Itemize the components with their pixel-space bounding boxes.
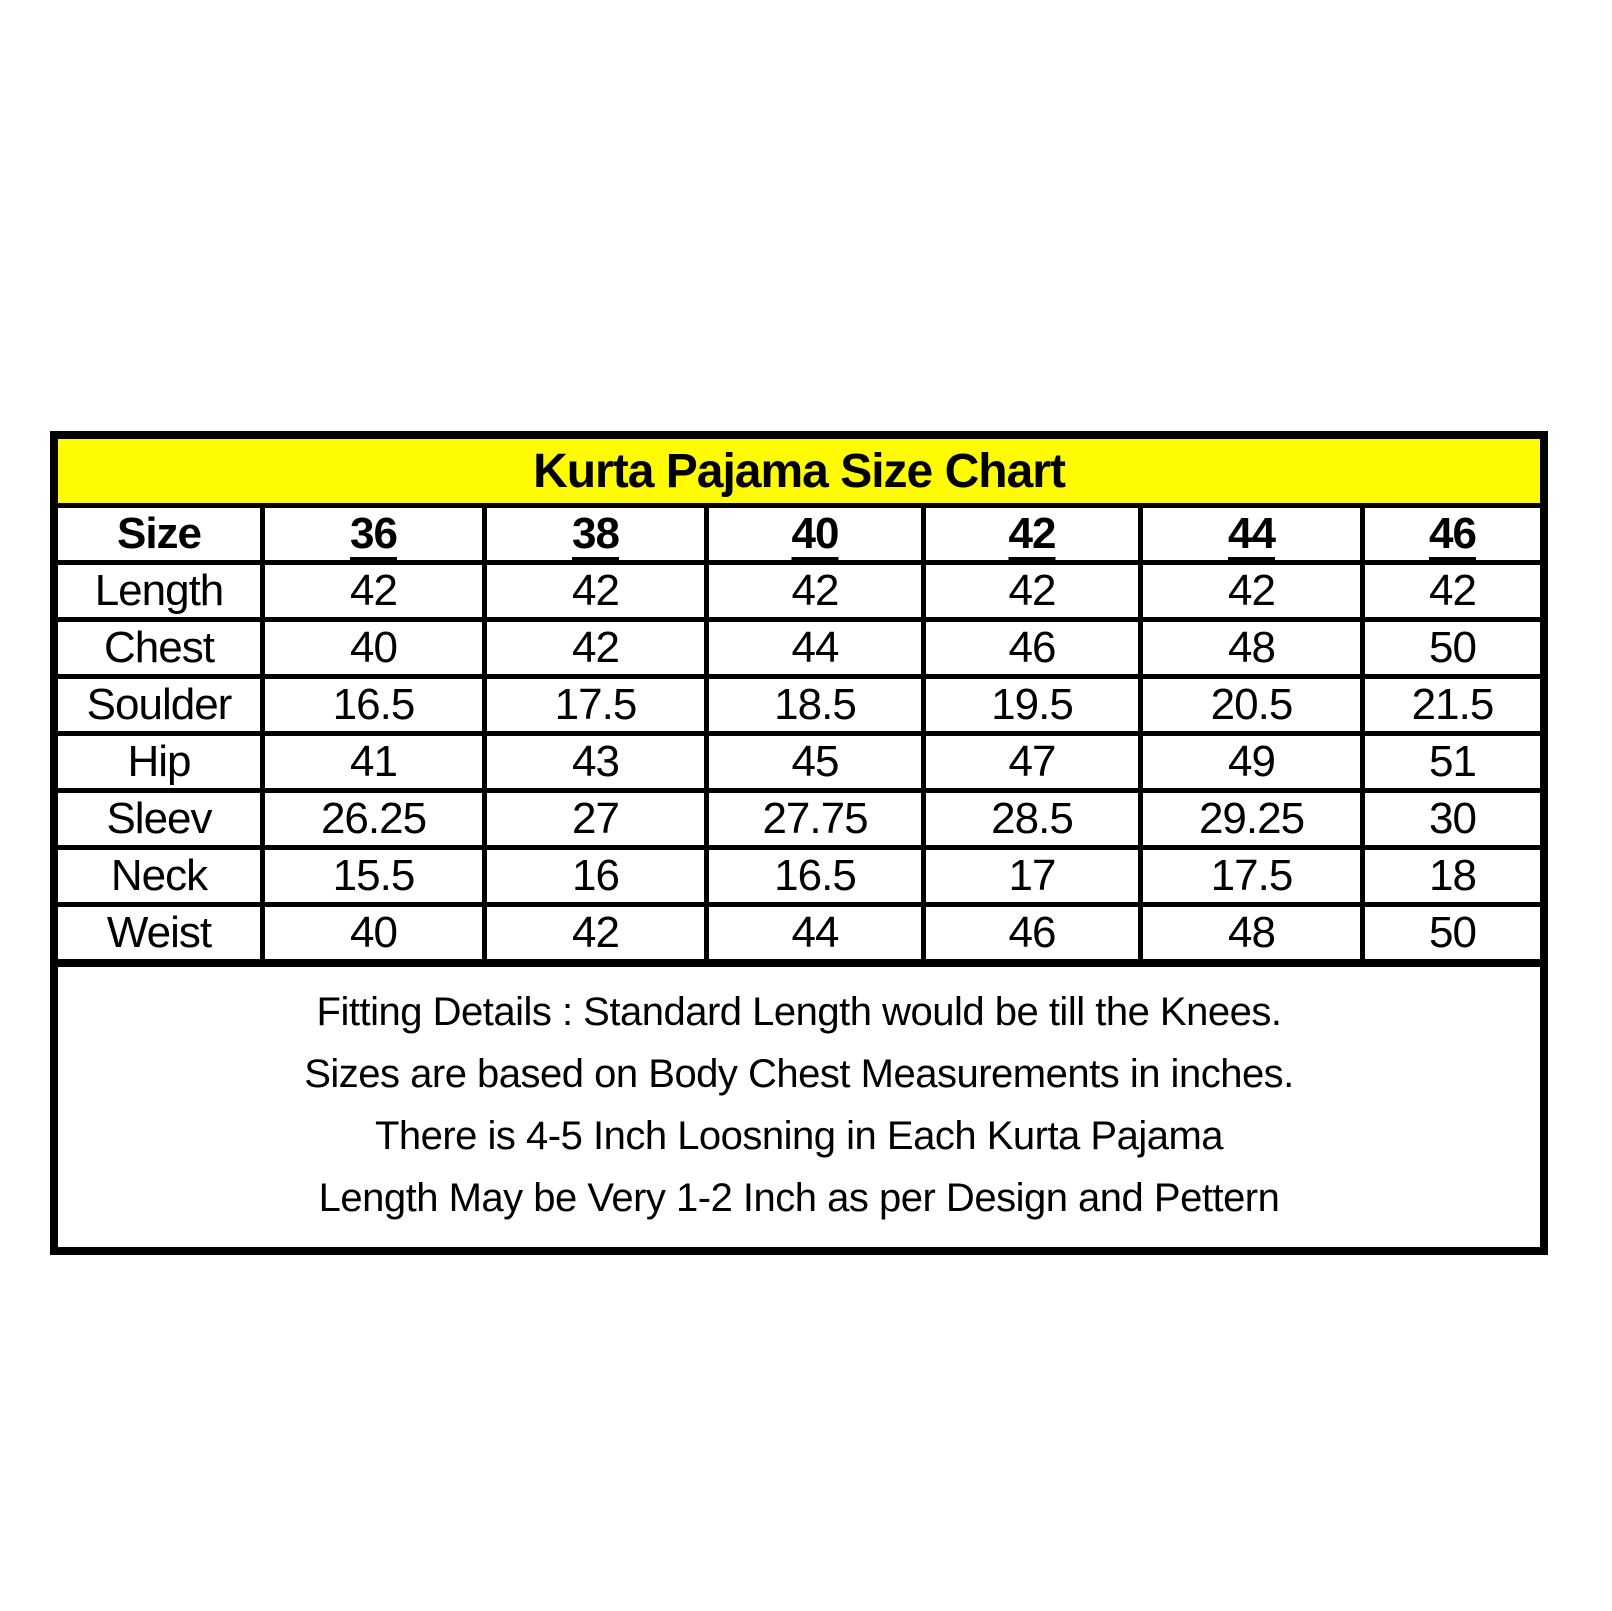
- fitting-notes: [58, 964, 1540, 1247]
- row-label-weist: Weist: [58, 907, 260, 959]
- value-cell: 46: [926, 622, 1138, 674]
- value-cell: 42: [487, 565, 704, 617]
- note-line: There is 4-5 Inch Loosning in Each Kurta Pajama: [374, 1114, 1224, 1158]
- value-cell: 42: [487, 622, 704, 674]
- note-line: Length May be Very 1-2 Inch as per Design and Pettern: [318, 1176, 1280, 1220]
- value-cell: 51: [1365, 736, 1540, 788]
- value-cell: 26.25: [265, 793, 482, 845]
- value-cell: 41: [265, 736, 482, 788]
- row-label-chest: Chest: [58, 622, 260, 674]
- value-cell: 16.5: [709, 850, 921, 902]
- size-grid: [58, 508, 1540, 959]
- column-header-42: 42: [926, 508, 1138, 560]
- value-cell: 44: [709, 622, 921, 674]
- value-cell: 44: [709, 907, 921, 959]
- value-cell: 20.5: [1143, 679, 1360, 731]
- value-cell: 47: [926, 736, 1138, 788]
- value-cell: 50: [1365, 907, 1540, 959]
- size-chart-table: [50, 431, 1548, 1255]
- value-cell: 49: [1143, 736, 1360, 788]
- value-cell: 43: [487, 736, 704, 788]
- value-cell: 16: [487, 850, 704, 902]
- value-cell: 28.5: [926, 793, 1138, 845]
- value-cell: 21.5: [1365, 679, 1540, 731]
- column-header-40: 40: [709, 508, 921, 560]
- value-cell: 48: [1143, 907, 1360, 959]
- row-label-soulder: Soulder: [58, 679, 260, 731]
- note-line: Sizes are based on Body Chest Measurements in inches.: [304, 1052, 1294, 1096]
- row-label-sleev: Sleev: [58, 793, 260, 845]
- value-cell: 17.5: [1143, 850, 1360, 902]
- note-line: Fitting Details : Standard Length would be till the Knees.: [316, 990, 1282, 1034]
- value-cell: 18: [1365, 850, 1540, 902]
- row-label-length: Length: [58, 565, 260, 617]
- row-label-hip: Hip: [58, 736, 260, 788]
- value-cell: 27.75: [709, 793, 921, 845]
- value-cell: 42: [1143, 565, 1360, 617]
- value-cell: 17.5: [487, 679, 704, 731]
- value-cell: 30: [1365, 793, 1540, 845]
- value-cell: 42: [265, 565, 482, 617]
- column-header-size: Size: [58, 508, 260, 560]
- value-cell: 29.25: [1143, 793, 1360, 845]
- value-cell: 18.5: [709, 679, 921, 731]
- value-cell: 42: [926, 565, 1138, 617]
- value-cell: 50: [1365, 622, 1540, 674]
- value-cell: 40: [265, 622, 482, 674]
- column-header-38: 38: [487, 508, 704, 560]
- value-cell: 45: [709, 736, 921, 788]
- column-header-36: 36: [265, 508, 482, 560]
- value-cell: 15.5: [265, 850, 482, 902]
- value-cell: 42: [709, 565, 921, 617]
- column-header-44: 44: [1143, 508, 1360, 560]
- value-cell: 17: [926, 850, 1138, 902]
- value-cell: 16.5: [265, 679, 482, 731]
- row-label-neck: Neck: [58, 850, 260, 902]
- value-cell: 46: [926, 907, 1138, 959]
- value-cell: 27: [487, 793, 704, 845]
- value-cell: 48: [1143, 622, 1360, 674]
- value-cell: 40: [265, 907, 482, 959]
- value-cell: 42: [1365, 565, 1540, 617]
- value-cell: 19.5: [926, 679, 1138, 731]
- chart-title: Kurta Pajama Size Chart: [533, 444, 1065, 498]
- chart-title-row: [58, 439, 1540, 503]
- value-cell: 42: [487, 907, 704, 959]
- column-header-46: 46: [1365, 508, 1540, 560]
